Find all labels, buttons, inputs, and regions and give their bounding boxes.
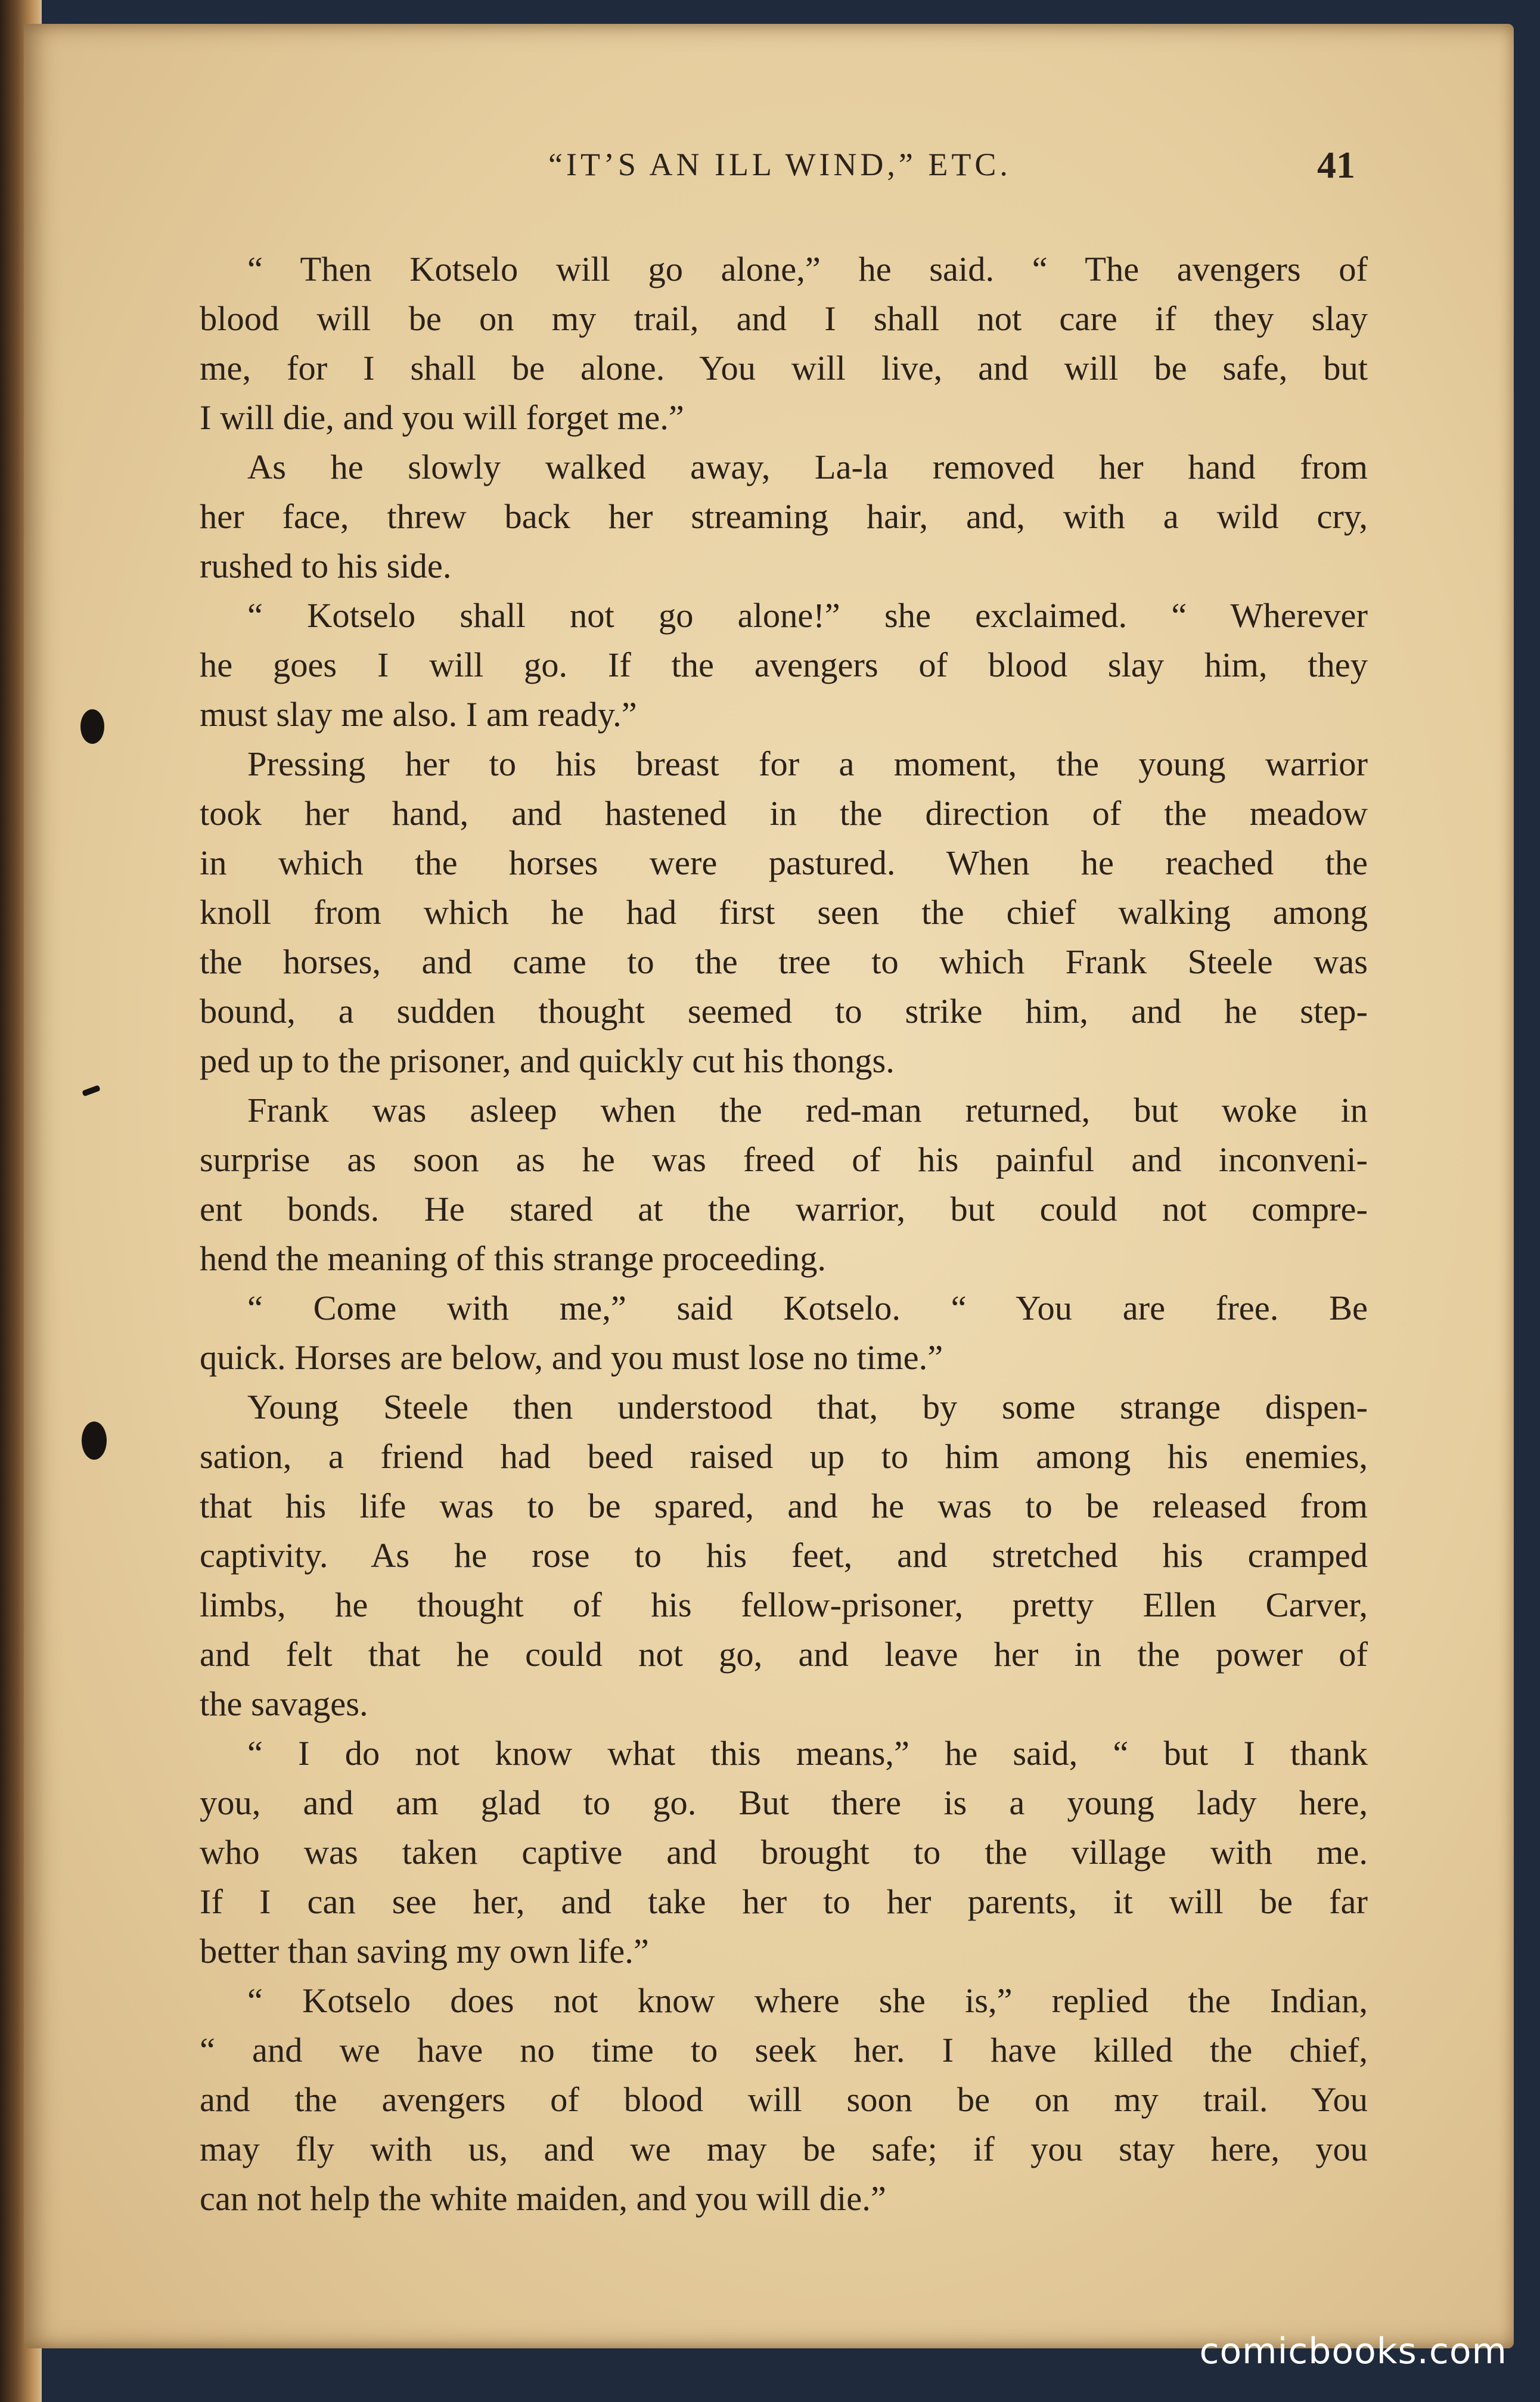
text-line: “ Kotselo does not know where she is,” replied the Indian,: [247, 1981, 1368, 2020]
text-line: in which the horses were pastured. When he reached the: [200, 843, 1368, 882]
paragraph: [200, 739, 1368, 1085]
text-line: quick. Horses are below, and you must lose no time.”: [200, 1338, 943, 1377]
text-line: sation, a friend had beed raised up to him among his enemies,: [200, 1437, 1368, 1476]
text-line: knoll from which he had first seen the chief walking among: [200, 893, 1368, 932]
text-line: and felt that he could not go, and leave her in the power of: [200, 1635, 1368, 1674]
text-line: Young Steele then understood that, by some strange dispen-: [247, 1388, 1368, 1426]
text-line: may fly with us, and we may be safe; if you stay here, you: [200, 2130, 1368, 2168]
text-line: captivity. As he rose to his feet, and stretched his cramped: [200, 1536, 1368, 1575]
paragraph: [200, 244, 1368, 442]
text-line: Frank was asleep when the red-man returned, but woke in: [247, 1091, 1368, 1129]
paragraph: [200, 1976, 1368, 2223]
paragraph: [200, 1283, 1368, 1382]
text-line: me, for I shall be alone. You will live, and will be safe, but: [200, 349, 1368, 387]
text-line: If I can see her, and take her to her parents, it will be far: [200, 1882, 1368, 1921]
text-line: who was taken captive and brought to the village with me.: [200, 1833, 1368, 1872]
text-line: hend the meaning of this strange proceeding.: [200, 1239, 827, 1278]
ink-blot-mark: [80, 709, 104, 744]
book-page: [24, 24, 1514, 2348]
text-line: rushed to his side.: [200, 547, 452, 585]
text-line: “ Kotselo shall not go alone!” she exclaimed. “ Wherever: [247, 596, 1368, 635]
text-line: he goes I will go. If the avengers of blood slay him, they: [200, 646, 1368, 684]
text-line: can not help the white maiden, and you will die.”: [200, 2179, 886, 2218]
text-line: the horses, and came to the tree to which Frank Steele was: [200, 942, 1368, 981]
text-line: that his life was to be spared, and he was to be released from: [200, 1486, 1368, 1525]
ink-blot-mark: [82, 1422, 107, 1460]
text-line: must slay me also. I am ready.”: [200, 695, 637, 734]
text-line: and the avengers of blood will soon be on my trail. You: [200, 2080, 1368, 2119]
text-line: surprise as soon as he was freed of his painful and inconveni-: [200, 1140, 1368, 1179]
paragraph: [200, 1382, 1368, 1728]
text-line: better than saving my own life.”: [200, 1932, 649, 1970]
paragraph: [200, 442, 1368, 591]
body-text: [200, 244, 1368, 2223]
text-line: you, and am glad to go. But there is a young lady here,: [200, 1783, 1368, 1822]
text-line: “ and we have no time to seek her. I have killed the chief,: [200, 2031, 1368, 2069]
ink-tick-mark: [82, 1085, 101, 1097]
text-line: took her hand, and hastened in the direction of the meadow: [200, 794, 1368, 833]
paragraph: [200, 591, 1368, 739]
page-number: 41: [1317, 144, 1355, 186]
text-line: the savages.: [200, 1684, 368, 1723]
text-line: “ Then Kotselo will go alone,” he said. “ The avengers of: [247, 250, 1368, 288]
watermark-text: comicbooks.com: [1199, 2330, 1507, 2372]
paragraph: [200, 1085, 1368, 1283]
running-head: “IT’S AN ILL WIND,” ETC.: [548, 147, 1011, 182]
text-line: I will die, and you will forget me.”: [200, 398, 684, 437]
paragraph: [200, 1728, 1368, 1976]
text-line: As he slowly walked away, La-la removed her hand from: [247, 448, 1368, 486]
text-line: limbs, he thought of his fellow-prisoner, pretty Ellen Carver,: [200, 1585, 1368, 1624]
text-line: ent bonds. He stared at the warrior, but could not compre-: [200, 1190, 1368, 1228]
text-line: bound, a sudden thought seemed to strike him, and he step-: [200, 992, 1368, 1031]
text-line: ped up to the prisoner, and quickly cut his thongs.: [200, 1041, 895, 1080]
text-line: blood will be on my trail, and I shall not care if they slay: [200, 299, 1368, 338]
text-line: “ Come with me,” said Kotselo. “ You are free. Be: [247, 1289, 1368, 1327]
text-line: her face, threw back her streaming hair, and, with a wild cry,: [200, 497, 1368, 536]
text-line: Pressing her to his breast for a moment, the young warrior: [247, 744, 1368, 783]
text-line: “ I do not know what this means,” he said, “ but I thank: [247, 1734, 1368, 1773]
